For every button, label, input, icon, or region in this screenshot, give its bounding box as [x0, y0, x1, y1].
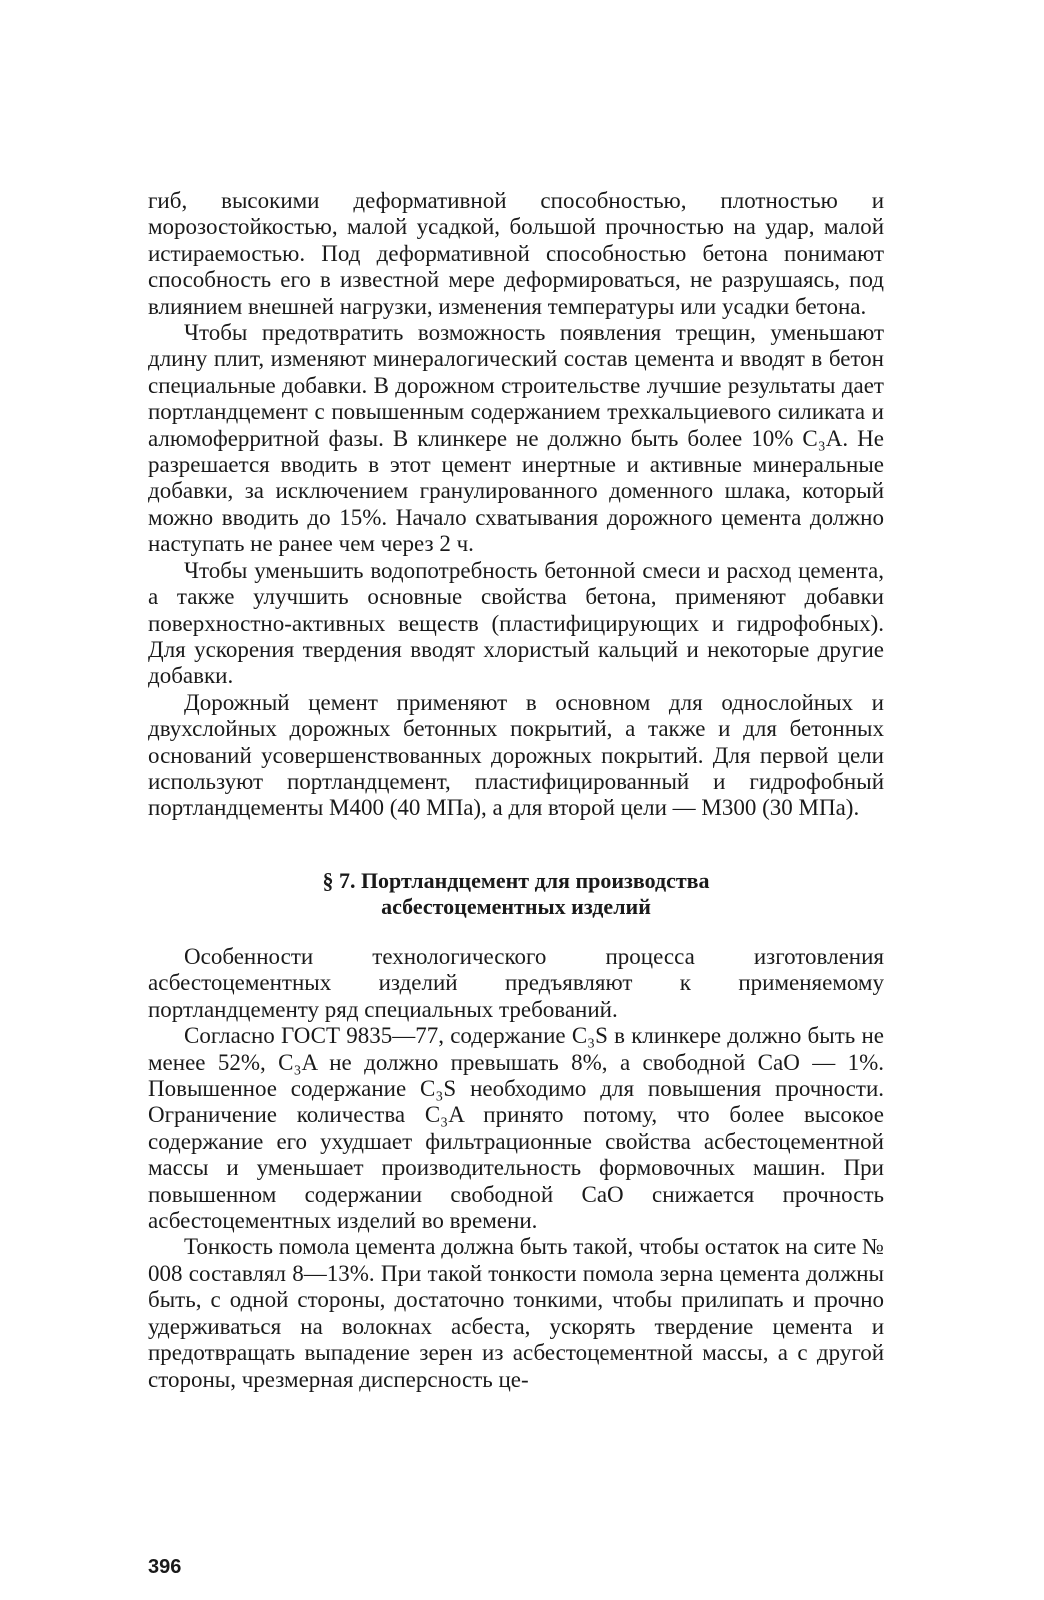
paragraph-additives: Чтобы уменьшить водопотребность бетонной смеси и расход цемента, а также улучшить основные свойства бетона, применяют добавки поверхностно-активных веществ (пластифицирующих и гидрофобных). Для ускорения твердения вводят хлористый кальций и некоторые другие добавки. [148, 557, 884, 689]
paragraph-road-cement-use: Дорожный цемент применяют в основном для однослойных и двухслойных дорожных бетонных покрытий, а также и для бетонных оснований усовершенствованных дорожных покрытий. Для первой цели используют портландцемент, пластифицированный и гидрофобный портландцементы М400 (40 МПа), а для второй цели — М300 (30 МПа). [148, 689, 884, 821]
paragraph-cracks: Чтобы предотвратить возможность появления трещин, уменьшают длину плит, изменяют минералогический состав цемента и вводят в бетон специальные добавки. В дорожном строительстве лучшие результаты дает портландцемент с повышенным содержанием трехкальциевого силиката и алюмоферритной фазы. В клинкере не должно быть более 10% C₃A. Не разрешается вводить в этот цемент инертные и активные минеральные добавки, за исключением гранулированного доменного шлака, который можно вводить до 15%. Начало схватывания дорожного цемента должно наступать не ранее чем через 2 ч. [148, 320, 884, 557]
paragraph-gost: Согласно ГОСТ 9835—77, содержание C₃S в клинкере должно быть не менее 52%, C₃A не должно превышать 8%, а свободной CaO — 1%. Повышенное содержание C₃S необходимо для повышения прочности. Ограничение количества C₃A принято потому, что более высокое содержание его ухудшает фильтрационные свойства асбестоцементной массы и уменьшает производительность формовочных машин. При повышенном содержании свободной CaO снижается прочность асбестоцементных изделий во времени. [148, 1023, 884, 1234]
section-heading [148, 868, 884, 920]
page-number: 396 [148, 1556, 182, 1578]
section-heading-line-2: асбестоцементных изделий [381, 894, 651, 919]
text-block-top [148, 188, 884, 822]
paragraph-features: Особенности технологического процесса изготовления асбестоцементных изделий предъявляют к применяемому портландцементу ряд специальных требований. [148, 944, 884, 1022]
text-block-bottom [148, 944, 884, 1393]
paragraph-fineness: Тонкость помола цемента должна быть такой, чтобы остаток на сите № 008 составлял 8—13%. При такой тонкости помола зерна цемента должны быть, с одной стороны, достаточно тонкими, чтобы прилипать и прочно удерживаться на волокнах асбеста, ускорять твердение цемента и предотвращать выпадение зерен из асбестоцементной массы, а с другой стороны, чрезмерная дисперсность це- [148, 1234, 884, 1392]
paragraph-continuation: гиб, высокими деформативной способностью, плотностью и морозостойкостью, малой усадкой, большой прочностью на удар, малой истираемостью. Под деформативной способностью бетона понимают способность его в известной мере деформироваться, не разрушаясь, под влиянием внешней нагрузки, изменения температуры или усадки бетона. [148, 188, 884, 319]
section-heading-line-1: § 7. Портландцемент для производства [322, 868, 710, 893]
